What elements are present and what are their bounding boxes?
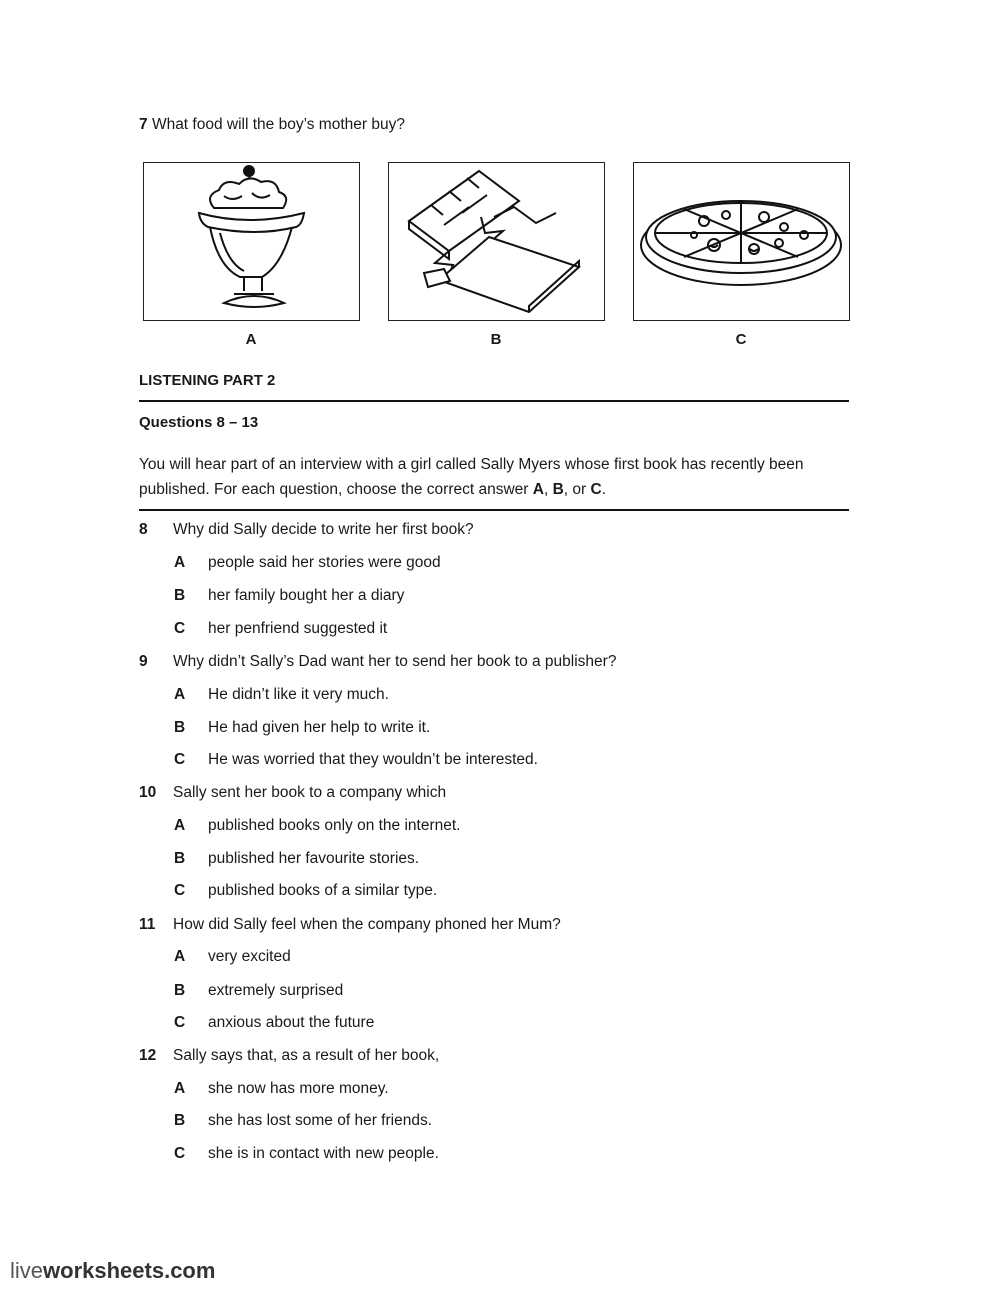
liveworksheets-logo[interactable] [10,1258,215,1284]
question-text: How did Sally feel when the company phoned her Mum? [173,916,561,933]
q8-option-a[interactable] [174,552,441,574]
option-c-label: C [735,331,747,348]
question-11 [139,914,561,936]
instructions-letter-c: C [590,481,602,498]
q9-option-b[interactable] [174,717,430,739]
question-text: Why did Sally decide to write her first book? [173,521,474,538]
question-number: 12 [139,1047,157,1064]
q10-option-c[interactable] [174,880,437,902]
instructions [139,452,869,502]
option-c-picture[interactable] [633,162,850,321]
q8-option-b[interactable] [174,585,404,607]
option-letter: B [174,719,186,736]
option-text: published her favourite stories. [208,850,420,867]
option-letter: B [174,982,186,999]
option-text: she now has more money. [208,1080,389,1097]
question-number: 10 [139,784,157,801]
option-text: her family bought her a diary [208,587,405,604]
option-letter: B [174,850,186,867]
option-letter: C [174,882,186,899]
instructions-comma: , [543,481,553,498]
question-7-text: What food will the boy’s mother buy? [151,116,405,133]
option-text: she is in contact with new people. [208,1145,439,1162]
option-letter: A [174,1080,186,1097]
option-text: published books only on the internet. [208,817,461,834]
q10-option-b[interactable] [174,848,419,870]
option-text: He didn’t like it very much. [208,686,389,703]
option-text: she has lost some of her friends. [208,1112,433,1129]
option-letter: C [174,1145,186,1162]
instructions-divider [139,509,849,511]
q12-option-b[interactable] [174,1110,432,1132]
option-text: people said her stories were good [208,554,441,571]
question-text: Why didn’t Sally’s Dad want her to send her book to a publisher? [173,653,617,670]
option-letter: C [174,1014,186,1031]
option-b-label: B [490,331,502,348]
q9-option-c[interactable] [174,749,538,771]
option-b-picture[interactable] [388,162,605,321]
option-letter: A [174,948,186,965]
question-9 [139,651,616,673]
instructions-letter-a: A [532,481,544,498]
ice-cream-sundae-icon [144,163,359,320]
option-letter: A [174,817,186,834]
option-text: her penfriend suggested it [208,620,388,637]
instructions-text: You will hear part of an interview with a girl called Sally Myers whose first book has recently been published. For each question, choose the correct answer [139,456,804,498]
option-a-picture[interactable] [143,162,360,321]
question-number: 9 [139,653,148,670]
question-10 [139,782,446,804]
instructions-end: . [601,481,607,498]
q8-option-c[interactable] [174,618,387,640]
question-text: Sally says that, as a result of her book, [173,1047,440,1064]
option-text: He was worried that they wouldn’t be interested. [208,751,538,768]
option-letter: C [174,620,186,637]
section-title: LISTENING PART 2 [139,372,276,389]
q11-option-c[interactable] [174,1012,374,1034]
q11-option-b[interactable] [174,980,343,1002]
option-text: anxious about the future [208,1014,375,1031]
q11-option-a[interactable] [174,946,291,968]
option-letter: B [174,1112,186,1129]
q12-option-a[interactable] [174,1078,389,1100]
option-text: very excited [208,948,291,965]
logo-worksheets: worksheets [43,1258,165,1283]
option-a-label: A [245,331,257,348]
option-text: published books of a similar type. [208,882,438,899]
option-letter: C [174,751,186,768]
question-number: 11 [139,916,156,933]
pizza-icon [634,163,849,320]
question-text: Sally sent her book to a company which [173,784,447,801]
questions-range: Questions 8 – 13 [139,414,259,431]
question-8 [139,519,474,541]
q9-option-a[interactable] [174,684,389,706]
question-7-number: 7 [139,116,148,133]
question-number: 8 [139,521,148,538]
logo-live: live [10,1258,44,1283]
instructions-letter-b: B [552,481,564,498]
instructions-or: , or [563,481,591,498]
option-letter: A [174,554,186,571]
option-text: He had given her help to write it. [208,719,431,736]
chocolate-bar-icon [389,163,604,320]
logo-tld: .com [164,1258,216,1283]
q12-option-c[interactable] [174,1143,439,1165]
section-divider [139,400,849,402]
question-12 [139,1045,439,1067]
option-letter: B [174,587,186,604]
q10-option-a[interactable] [174,815,460,837]
option-letter: A [174,686,186,703]
option-text: extremely surprised [208,982,344,999]
question-7 [139,116,405,134]
